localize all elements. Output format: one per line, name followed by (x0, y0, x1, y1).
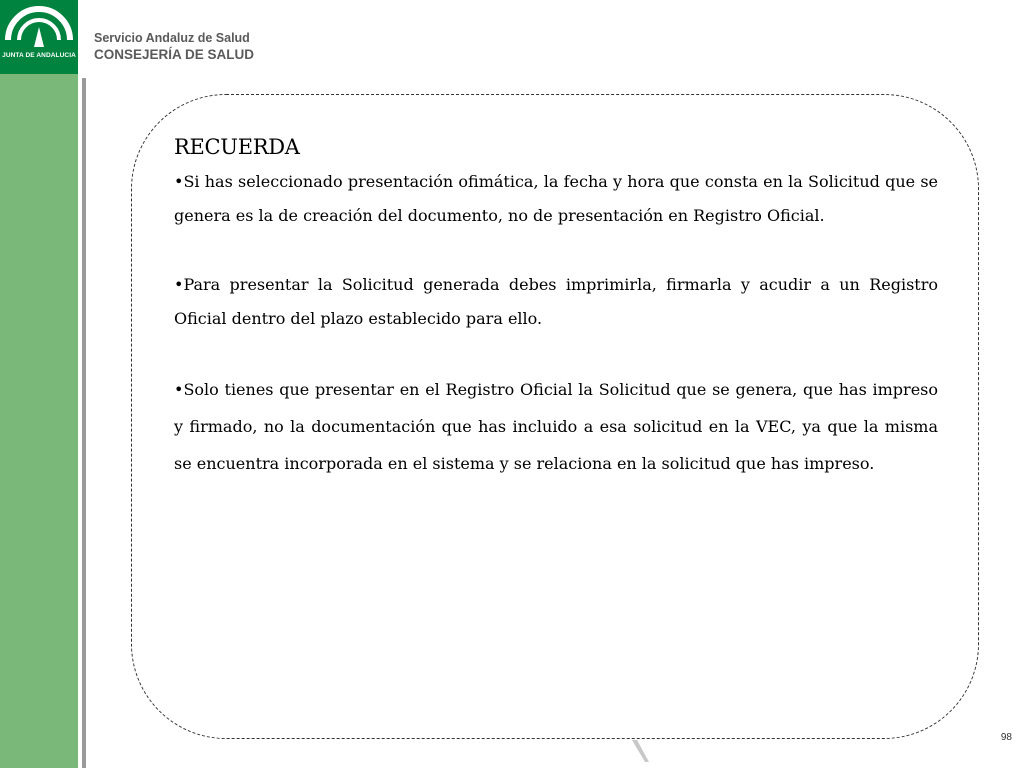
note-bullet: •Para presentar la Solicitud generada debes imprimirla, firmarla y acudir a un Registro Oficial dentro del plazo establecido para ello. (174, 275, 938, 328)
department-name: CONSEJERÍA DE SALUD (94, 47, 255, 62)
junta-logo (0, 0, 78, 74)
region-label: JUNTA DE ANDALUCIA (2, 52, 76, 59)
note-title: RECUERDA (174, 135, 300, 159)
note-bullet: •Si has seleccionado presentación ofimática, la fecha y hora que consta en la Solicitud que se genera es la de creación del documento, no de presentación en Registro Oficial. (174, 172, 938, 225)
sidebar-green-bar (0, 0, 78, 768)
slash-mark-icon (631, 740, 651, 764)
vertical-divider (82, 78, 86, 768)
page-number: 98 (1000, 732, 1012, 743)
note-bullet: •Solo tienes que presentar en el Registro Oficial la Solicitud que se genera, que has impreso y firmado, no la documentación que has incluido a esa solicitud en la VEC, ya que la misma se encuentra incorporada en el sistema y se relaciona en la solicitud que has impreso. (174, 380, 938, 473)
header-org-block (94, 30, 254, 64)
note-content (174, 135, 938, 482)
organization-name: Servicio Andaluz de Salud (94, 31, 250, 45)
junta-emblem-icon (0, 0, 78, 52)
